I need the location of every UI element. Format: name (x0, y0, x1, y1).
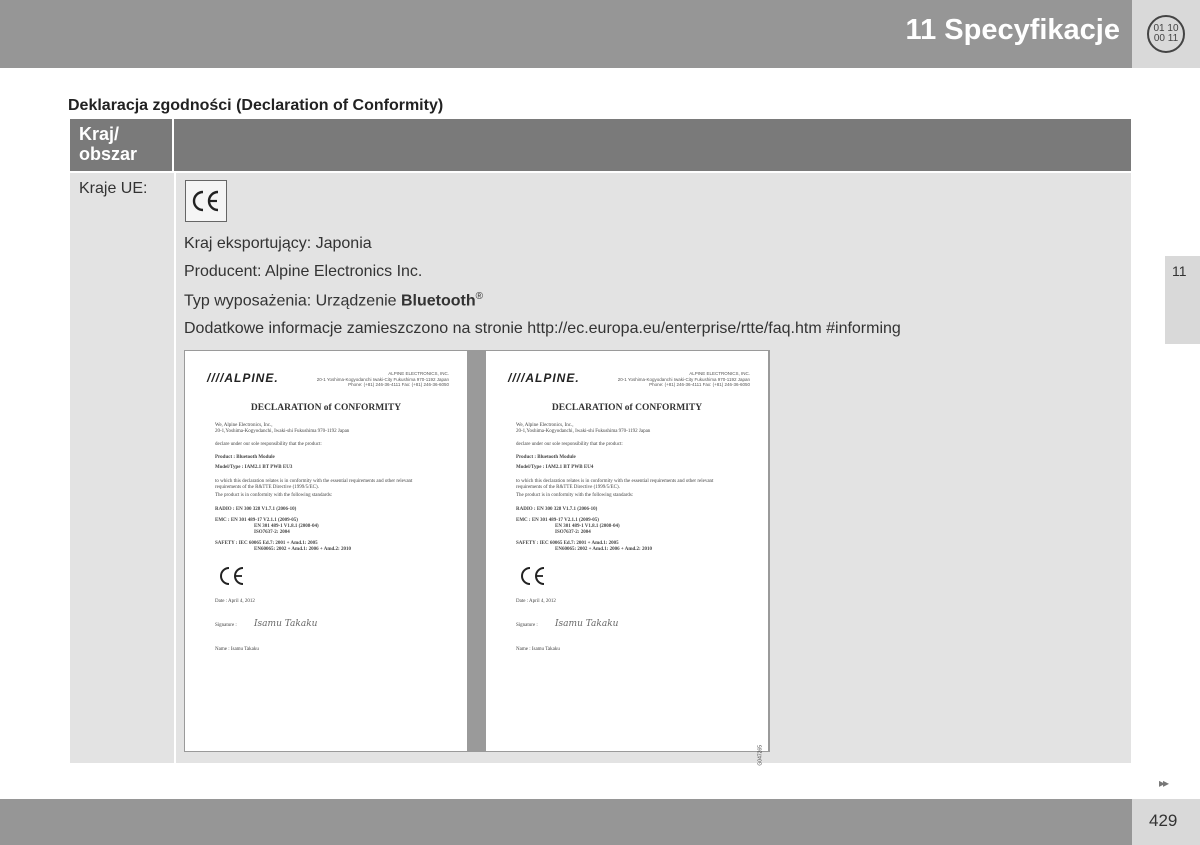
section-title: Deklaracja zgodności (Declaration of Conformity) (68, 97, 444, 114)
ce-mark-small-icon (217, 566, 247, 586)
emc-line-2: EN 301 489-1 V1.8.1 (2008-04) (254, 524, 319, 529)
model-line: Model/Type : IAM2.1 BT PWB EU4 (516, 465, 594, 470)
chapter-icon-top: 01 10 (1153, 23, 1179, 34)
safety-line-1: SAFETY : IEC 60065 Ed.7: 2001 + Amd.1: 2005 (516, 541, 619, 546)
name-line: Name : Isamu Takaku (516, 647, 560, 652)
conformity-line: The product is in conformity with the following standards: (215, 493, 333, 498)
column-divider (174, 173, 176, 763)
table-header (70, 119, 1131, 171)
alpine-logo: ////ALPINE. (207, 371, 279, 385)
safety-line-2: EN60065: 2002 + Amd.1: 2006 + Amd.2: 2010 (254, 547, 351, 552)
company-address: ALPINE ELECTRONICS, INC. 20-1 Yoshima-Kogyodanchi Iwaki-City Fukushima 970-1192 Japan Phone: (+81) 246-36-4111 Fax: (+81) 246-36-6050 (617, 371, 750, 387)
we-line: We, Alpine Electronics, Inc., (516, 423, 574, 428)
declare-line: declare under our sole responsibility that the product: (215, 442, 322, 447)
header-country-region: Kraj/ obszar (70, 119, 174, 171)
signature-label: Signature : (215, 623, 237, 628)
signature-image: Isamu Takaku (254, 619, 318, 629)
relates-line: to which this declaration relates is in conformity with the essential requirements and other relevant requirements of the R&TTE Directive (1999/5/EC). (215, 479, 413, 490)
we-address: 20-1,Yoshima-Kogyodanchi, Iwaki-shi Fukushima 970-1192 Japan (516, 429, 651, 434)
emc-line-3: ISO7637-2: 2004 (555, 530, 591, 535)
footer-bar (0, 799, 1132, 845)
chapter-side-tab-label: 11 (1172, 263, 1187, 279)
region-label: Kraje UE: (79, 180, 148, 197)
product-line: Product : Bluetooth Module (215, 455, 275, 460)
chapter-title: 11 Specyfikacje (905, 14, 1120, 46)
signature-image: Isamu Takaku (555, 619, 619, 629)
equipment-type-prefix: Typ wyposażenia: Urządzenie (184, 292, 401, 310)
radio-line: RADIO : EN 300 328 V1.7.1 (2006-10) (215, 507, 297, 512)
company-address: ALPINE ELECTRONICS, INC. 20-1 Yoshima-Kogyodanchi Iwaki-City Fukushima 970-1192 Japan Phone: (+81) 246-36-4111 Fax: (+81) 246-36-6050 (316, 371, 449, 387)
image-code: G047265 (758, 745, 764, 766)
declaration-document-2 (486, 351, 768, 766)
emc-line-2: EN 301 489-1 V1.8.1 (2008-04) (555, 524, 620, 529)
document-title: DECLARATION of CONFORMITY (250, 403, 402, 413)
safety-line-1: SAFETY : IEC 60065 Ed.7: 2001 + Amd.1: 2005 (215, 541, 318, 546)
ce-mark-icon (185, 180, 227, 222)
signature-label: Signature : (516, 623, 538, 628)
date-line: Date : April 4, 2012 (516, 599, 556, 604)
ce-glyph-icon (191, 190, 221, 212)
conformity-line: The product is in conformity with the following standards: (516, 493, 634, 498)
export-country-line: Kraj eksportujący: Japonia (184, 235, 372, 252)
declaration-document-1 (185, 351, 467, 751)
page-number-box (1132, 799, 1200, 845)
declaration-images (184, 350, 770, 766)
safety-line-2: EN60065: 2002 + Amd.1: 2006 + Amd.2: 2010 (555, 547, 652, 552)
chapter-icon-box (1132, 0, 1200, 68)
next-page-arrows-icon[interactable]: ▸▸ (1159, 776, 1168, 790)
chapter-side-tab[interactable] (1165, 256, 1200, 344)
we-address: 20-1,Yoshima-Kogyodanchi, Iwaki-shi Fukushima 970-1192 Japan (215, 429, 350, 434)
emc-line-1: EMC : EN 301 489-17 V2.1.1 (2009-05) (215, 518, 298, 523)
ce-mark-small-icon (518, 566, 548, 586)
page-number: 429 (1149, 811, 1178, 830)
name-line: Name : Isamu Takaku (215, 647, 259, 652)
date-line: Date : April 4, 2012 (215, 599, 255, 604)
emc-line-1: EMC : EN 301 489-17 V2.1.1 (2009-05) (516, 518, 599, 523)
manufacturer-line: Producent: Alpine Electronics Inc. (184, 263, 423, 280)
header-bar (0, 0, 1132, 68)
registered-mark: ® (475, 291, 484, 302)
model-line: Model/Type : IAM2.1 BT PWB EU3 (215, 465, 293, 470)
we-line: We, Alpine Electronics, Inc., (215, 423, 273, 428)
relates-line: to which this declaration relates is in conformity with the essential requirements and other relevant requirements of the R&TTE Directive (1999/5/EC). (516, 479, 714, 490)
product-line: Product : Bluetooth Module (516, 455, 576, 460)
more-info-line: Dodatkowe informacje zamieszczono na stronie http://ec.europa.eu/enterprise/rtte/faq.htm #informing (184, 320, 901, 337)
radio-line: RADIO : EN 300 328 V1.7.1 (2006-10) (516, 507, 598, 512)
equipment-type-line (184, 291, 483, 310)
emc-line-3: ISO7637-2: 2004 (254, 530, 290, 535)
equipment-type-bold: Bluetooth (401, 292, 476, 310)
document-title: DECLARATION of CONFORMITY (551, 403, 703, 413)
alpine-logo: ////ALPINE. (508, 371, 580, 385)
specifications-icon (1147, 15, 1185, 53)
chapter-icon-bottom: 00 11 (1153, 33, 1179, 44)
declare-line: declare under our sole responsibility that the product: (516, 442, 623, 447)
